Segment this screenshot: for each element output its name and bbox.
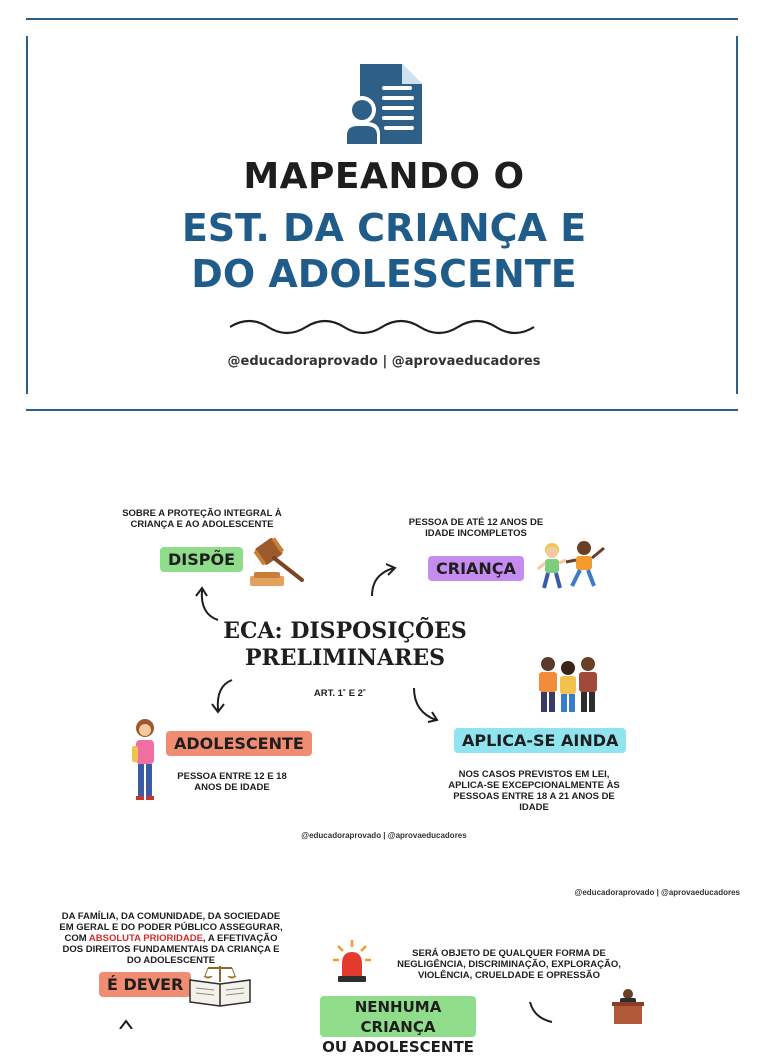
children-icon <box>532 536 608 592</box>
arrow-to-aplica-icon <box>410 686 442 726</box>
dispoe-label: DISPÕE <box>160 547 243 572</box>
gavel-icon <box>246 536 304 590</box>
center-subtitle: ART. 1˚ E 2˚ <box>313 688 367 699</box>
nenhuma-label-line2: OU ADOLESCENTE <box>322 1038 474 1056</box>
header-handles: @educadoraprovado | @aprovaeducadores <box>227 354 541 369</box>
arrow-up-icon <box>118 1014 134 1024</box>
page-title-line2: EST. DA CRIANÇA E <box>181 206 587 250</box>
judge-podium-icon <box>610 986 646 1024</box>
nenhuma-label <box>320 996 476 1056</box>
arrow-to-crianca-icon <box>366 562 398 598</box>
crianca-label: CRIANÇA <box>428 556 524 581</box>
nenhuma-label-line1: NENHUMA CRIANÇA <box>354 998 442 1036</box>
header-bottom-rule <box>26 409 738 411</box>
aplica-label: APLICA-SE AINDA <box>454 728 626 753</box>
bottom-handles: @educadoraprovado | @aprovaeducadores <box>574 888 740 897</box>
dever-label: É DEVER <box>99 972 191 997</box>
crianca-note: PESSOA DE ATÉ 12 ANOS DE IDADE INCOMPLETOS <box>408 517 544 539</box>
arrow-to-adolescente-icon <box>206 676 236 716</box>
document-user-icon <box>344 62 426 146</box>
dispoe-note: SOBRE A PROTEÇÃO INTEGRAL À CRIANÇA E AO ADOLESCENTE <box>122 508 282 530</box>
siren-alarm-icon <box>332 938 372 984</box>
center-title-line2: PRELIMINARES <box>244 645 446 671</box>
adolescente-label: ADOLESCENTE <box>166 731 312 756</box>
center-title-line1: ECA: DISPOSIÇÕES <box>223 618 467 644</box>
page-title: MAPEANDO O <box>243 156 525 197</box>
nenhuma-note: SERÁ OBJETO DE QUALQUER FORMA DE NEGLIGÊNCIA, DISCRIMINAÇÃO, EXPLORAÇÃO, VIOLÊNCIA, CRUELDADE E OPRESSÃO <box>397 948 621 981</box>
header-top-rule <box>26 18 738 20</box>
arrow-to-dispoe-icon <box>192 584 222 624</box>
adults-group-icon <box>530 654 606 714</box>
page-title-line3: DO ADOLESCENTE <box>191 252 577 296</box>
wavy-divider <box>228 314 536 340</box>
arrow-curve-icon <box>528 1000 556 1024</box>
aplica-note: NOS CASOS PREVISTOS EM LEI, APLICA-SE EXCEPCIONALMENTE ÀS PESSOAS ENTRE 18 A 21 ANOS DE IDADE <box>448 769 620 813</box>
adolescente-note: PESSOA ENTRE 12 E 18 ANOS DE IDADE <box>177 771 287 793</box>
map-footer-handles: @educadoraprovado | @aprovaeducadores <box>301 831 467 840</box>
dever-note: DA FAMÍLIA, DA COMUNIDADE, DA SOCIEDADE EM GERAL E DO PODER PÚBLICO ASSEGURAR, COM ABSOLUTA PRIORIDADE, A EFETIVAÇÃO DOS DIREITOS FUNDAMENTAIS DA CRIANÇA E DO ADOLESCENTE <box>59 911 283 966</box>
law-book-scales-icon <box>188 962 252 1008</box>
teen-girl-icon <box>130 718 160 802</box>
absoluta-prioridade-highlight: ABSOLUTA PRIORIDADE <box>88 933 203 944</box>
